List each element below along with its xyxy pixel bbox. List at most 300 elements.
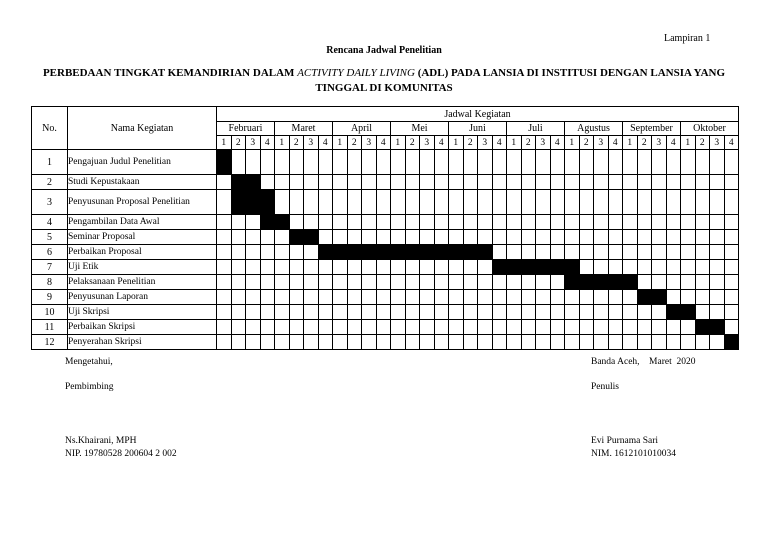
schedule-cell [724, 175, 739, 190]
schedule-cell [623, 305, 638, 320]
table-row [32, 260, 739, 275]
schedule-cell-filled [565, 260, 580, 275]
schedule-cell [231, 215, 246, 230]
schedule-cell [376, 260, 391, 275]
schedule-cell-filled [260, 215, 275, 230]
schedule-cell [608, 305, 623, 320]
schedule-cell [420, 230, 435, 245]
schedule-cell [405, 335, 420, 350]
schedule-cell [318, 150, 333, 175]
schedule-cell [521, 290, 536, 305]
schedule-cell [478, 215, 493, 230]
schedule-cell [449, 320, 464, 335]
schedule-cell [521, 335, 536, 350]
schedule-cell [666, 275, 681, 290]
schedule-cell [637, 305, 652, 320]
schedule-cell [565, 190, 580, 215]
schedule-cell [594, 150, 609, 175]
schedule-cell [347, 275, 362, 290]
schedule-table [31, 106, 739, 350]
schedule-cell [637, 260, 652, 275]
schedule-cell [318, 290, 333, 305]
schedule-cell [565, 245, 580, 260]
schedule-cell [507, 305, 522, 320]
schedule-cell [260, 335, 275, 350]
activity-name: Uji Etik [68, 260, 217, 275]
schedule-cell [623, 230, 638, 245]
week-number: 2 [463, 136, 478, 150]
schedule-cell [318, 260, 333, 275]
schedule-cell-filled [594, 275, 609, 290]
schedule-cell [231, 260, 246, 275]
week-number: 2 [231, 136, 246, 150]
week-number: 4 [550, 136, 565, 150]
schedule-cell [710, 275, 725, 290]
schedule-cell [246, 245, 261, 260]
schedule-cell [710, 215, 725, 230]
schedule-cell [695, 215, 710, 230]
schedule-cell-filled [333, 245, 348, 260]
schedule-cell [405, 215, 420, 230]
schedule-cell-filled [478, 245, 493, 260]
schedule-cell [304, 305, 319, 320]
schedule-cell [695, 290, 710, 305]
schedule-cell [492, 335, 507, 350]
month-header: September [623, 122, 681, 136]
schedule-cell [260, 245, 275, 260]
schedule-cell-filled [550, 260, 565, 275]
schedule-cell-filled [289, 230, 304, 245]
schedule-cell [289, 320, 304, 335]
schedule-cell [217, 335, 232, 350]
schedule-cell [391, 190, 406, 215]
table-row [32, 275, 739, 290]
schedule-cell [550, 305, 565, 320]
schedule-cell [536, 245, 551, 260]
schedule-cell [695, 150, 710, 175]
schedule-cell [681, 190, 696, 215]
schedule-cell [681, 335, 696, 350]
schedule-cell [405, 275, 420, 290]
schedule-cell [405, 190, 420, 215]
schedule-cell [420, 175, 435, 190]
table-row [32, 175, 739, 190]
schedule-cell [434, 215, 449, 230]
schedule-cell [608, 215, 623, 230]
month-header: Juli [507, 122, 565, 136]
week-number: 1 [275, 136, 290, 150]
schedule-cell [594, 215, 609, 230]
schedule-cell [681, 230, 696, 245]
schedule-cell [231, 305, 246, 320]
schedule-cell [231, 275, 246, 290]
schedule-cell [594, 175, 609, 190]
schedule-cell [565, 335, 580, 350]
schedule-cell [275, 150, 290, 175]
schedule-cell [376, 175, 391, 190]
schedule-cell [507, 190, 522, 215]
schedule-cell [637, 215, 652, 230]
schedule-cell [536, 320, 551, 335]
column-header-schedule: Jadwal Kegiatan [217, 107, 739, 122]
week-number: 4 [318, 136, 333, 150]
schedule-cell [695, 230, 710, 245]
schedule-cell [434, 230, 449, 245]
week-number: 3 [536, 136, 551, 150]
schedule-cell [579, 215, 594, 230]
schedule-cell [536, 175, 551, 190]
activity-name: Studi Kepustakaan [68, 175, 217, 190]
schedule-cell [420, 260, 435, 275]
schedule-cell-filled [231, 190, 246, 215]
schedule-cell [463, 260, 478, 275]
week-number: 3 [304, 136, 319, 150]
schedule-cell [434, 290, 449, 305]
week-number: 1 [623, 136, 638, 150]
month-header: April [333, 122, 391, 136]
schedule-cell [449, 335, 464, 350]
author-name: Evi Purnama Sari [591, 436, 659, 446]
schedule-cell [362, 290, 377, 305]
schedule-cell [478, 190, 493, 215]
schedule-cell [449, 215, 464, 230]
schedule-cell [492, 175, 507, 190]
schedule-cell [652, 215, 667, 230]
schedule-cell [492, 230, 507, 245]
schedule-cell-filled [231, 175, 246, 190]
week-number: 4 [724, 136, 739, 150]
schedule-cell [405, 175, 420, 190]
schedule-cell [289, 290, 304, 305]
schedule-cell [376, 215, 391, 230]
schedule-cell [507, 215, 522, 230]
schedule-cell [434, 260, 449, 275]
schedule-cell [666, 215, 681, 230]
schedule-cell [434, 320, 449, 335]
schedule-cell [275, 190, 290, 215]
schedule-cell [449, 305, 464, 320]
schedule-cell [333, 230, 348, 245]
row-number: 11 [32, 320, 68, 335]
activity-name: Penyusunan Proposal Penelitian [68, 190, 217, 215]
schedule-cell [347, 305, 362, 320]
schedule-cell [246, 215, 261, 230]
place-date: Banda Aceh, Maret 2020 [591, 357, 696, 367]
schedule-cell-filled [246, 190, 261, 215]
schedule-cell [550, 190, 565, 215]
schedule-cell [347, 320, 362, 335]
schedule-cell [391, 320, 406, 335]
week-number: 3 [594, 136, 609, 150]
schedule-cell [579, 230, 594, 245]
table-row [32, 190, 739, 215]
supervisor-role: Pembimbing [65, 382, 114, 392]
schedule-cell [608, 175, 623, 190]
schedule-cell [304, 245, 319, 260]
schedule-cell [217, 175, 232, 190]
schedule-cell [260, 230, 275, 245]
schedule-cell [652, 190, 667, 215]
week-number: 1 [391, 136, 406, 150]
schedule-cell [666, 230, 681, 245]
schedule-cell [710, 305, 725, 320]
schedule-cell [463, 215, 478, 230]
schedule-cell [463, 150, 478, 175]
schedule-cell [608, 335, 623, 350]
schedule-cell [449, 190, 464, 215]
schedule-cell [550, 215, 565, 230]
schedule-cell [478, 305, 493, 320]
schedule-cell [536, 150, 551, 175]
schedule-cell [347, 190, 362, 215]
schedule-cell [652, 305, 667, 320]
schedule-cell [260, 290, 275, 305]
schedule-cell [710, 335, 725, 350]
schedule-cell [333, 190, 348, 215]
schedule-cell [217, 275, 232, 290]
schedule-cell [666, 290, 681, 305]
week-number: 1 [333, 136, 348, 150]
schedule-cell [420, 335, 435, 350]
schedule-cell [565, 175, 580, 190]
schedule-cell [449, 150, 464, 175]
schedule-cell [333, 320, 348, 335]
schedule-cell [507, 275, 522, 290]
schedule-cell [521, 175, 536, 190]
schedule-cell [478, 150, 493, 175]
schedule-cell [217, 190, 232, 215]
schedule-cell-filled [724, 335, 739, 350]
schedule-cell [492, 290, 507, 305]
schedule-cell-filled [681, 305, 696, 320]
week-number: 4 [376, 136, 391, 150]
schedule-cell [246, 150, 261, 175]
schedule-cell [275, 290, 290, 305]
week-number: 2 [347, 136, 362, 150]
schedule-cell-filled [362, 245, 377, 260]
activity-name: Perbaikan Proposal [68, 245, 217, 260]
schedule-cell [492, 150, 507, 175]
schedule-cell [550, 320, 565, 335]
schedule-cell [492, 190, 507, 215]
schedule-cell [463, 320, 478, 335]
schedule-cell [376, 305, 391, 320]
schedule-cell [231, 230, 246, 245]
schedule-cell [637, 245, 652, 260]
schedule-cell [405, 150, 420, 175]
schedule-cell [304, 290, 319, 305]
month-header: Agustus [565, 122, 623, 136]
schedule-cell [246, 320, 261, 335]
schedule-cell-filled [449, 245, 464, 260]
schedule-cell [376, 335, 391, 350]
schedule-cell [304, 150, 319, 175]
schedule-cell [231, 290, 246, 305]
schedule-cell [260, 175, 275, 190]
schedule-cell [333, 305, 348, 320]
schedule-cell [289, 275, 304, 290]
row-number: 10 [32, 305, 68, 320]
schedule-cell [420, 215, 435, 230]
schedule-cell [521, 320, 536, 335]
schedule-cell [420, 290, 435, 305]
schedule-cell [434, 275, 449, 290]
week-number: 3 [362, 136, 377, 150]
schedule-cell [681, 320, 696, 335]
schedule-cell [463, 175, 478, 190]
subtitle-part-1: PERBEDAAN TINGKAT KEMANDIRIAN DALAM [42, 67, 298, 79]
schedule-cell [275, 260, 290, 275]
schedule-cell [289, 335, 304, 350]
schedule-cell [637, 275, 652, 290]
schedule-cell-filled [579, 275, 594, 290]
schedule-cell [463, 190, 478, 215]
schedule-cell [565, 305, 580, 320]
schedule-cell-filled [492, 260, 507, 275]
schedule-cell [565, 290, 580, 305]
schedule-cell [275, 175, 290, 190]
schedule-cell [318, 230, 333, 245]
schedule-cell [652, 175, 667, 190]
schedule-cell [724, 190, 739, 215]
schedule-cell-filled [376, 245, 391, 260]
schedule-cell [318, 305, 333, 320]
schedule-cell [478, 260, 493, 275]
schedule-cell [231, 320, 246, 335]
schedule-cell [724, 215, 739, 230]
week-number: 3 [710, 136, 725, 150]
schedule-cell [405, 320, 420, 335]
schedule-cell [362, 320, 377, 335]
schedule-cell [507, 245, 522, 260]
schedule-cell [478, 290, 493, 305]
month-header: Mei [391, 122, 449, 136]
schedule-cell [260, 275, 275, 290]
schedule-cell [579, 245, 594, 260]
row-number: 9 [32, 290, 68, 305]
activity-name: Penyusunan Laporan [68, 290, 217, 305]
research-subtitle [30, 66, 738, 96]
schedule-cell [362, 175, 377, 190]
schedule-cell [594, 335, 609, 350]
schedule-cell [246, 230, 261, 245]
schedule-cell [565, 215, 580, 230]
week-number: 2 [637, 136, 652, 150]
schedule-cell [652, 260, 667, 275]
schedule-cell [507, 230, 522, 245]
schedule-cell [289, 305, 304, 320]
schedule-cell-filled [405, 245, 420, 260]
schedule-cell [608, 150, 623, 175]
schedule-cell [594, 245, 609, 260]
author-nim: NIM. 1612101010034 [591, 449, 676, 459]
schedule-cell [347, 215, 362, 230]
supervisor-name: Ns.Khairani, MPH [65, 436, 137, 446]
schedule-cell [463, 275, 478, 290]
week-number: 4 [492, 136, 507, 150]
week-number: 1 [681, 136, 696, 150]
schedule-cell [391, 260, 406, 275]
schedule-cell [550, 335, 565, 350]
column-header-activity: Nama Kegiatan [68, 107, 217, 150]
schedule-cell-filled [347, 245, 362, 260]
schedule-cell [275, 245, 290, 260]
schedule-cell [347, 335, 362, 350]
schedule-cell [608, 290, 623, 305]
schedule-cell-filled [217, 150, 232, 175]
week-number: 2 [289, 136, 304, 150]
month-header: Oktober [681, 122, 739, 136]
schedule-cell [376, 290, 391, 305]
schedule-cell [217, 245, 232, 260]
month-header: Juni [449, 122, 507, 136]
week-number: 2 [521, 136, 536, 150]
schedule-cell [536, 305, 551, 320]
schedule-cell [666, 245, 681, 260]
schedule-cell [463, 290, 478, 305]
schedule-cell [724, 320, 739, 335]
schedule-cell [637, 190, 652, 215]
schedule-cell [579, 150, 594, 175]
schedule-cell [594, 260, 609, 275]
schedule-cell [681, 275, 696, 290]
schedule-cell-filled [695, 320, 710, 335]
schedule-cell [318, 275, 333, 290]
schedule-cell [652, 320, 667, 335]
table-row [32, 230, 739, 245]
schedule-cell [550, 150, 565, 175]
schedule-cell [362, 215, 377, 230]
schedule-cell [405, 305, 420, 320]
schedule-cell-filled [304, 230, 319, 245]
schedule-cell [420, 305, 435, 320]
schedule-cell [246, 275, 261, 290]
schedule-cell [478, 275, 493, 290]
schedule-cell [695, 245, 710, 260]
row-number: 8 [32, 275, 68, 290]
schedule-cell [521, 305, 536, 320]
schedule-cell [362, 190, 377, 215]
schedule-cell-filled [434, 245, 449, 260]
activity-name: Penyerahan Skripsi [68, 335, 217, 350]
schedule-cell [565, 320, 580, 335]
schedule-cell [536, 275, 551, 290]
activity-name: Uji Skripsi [68, 305, 217, 320]
schedule-cell [260, 150, 275, 175]
schedule-cell [362, 150, 377, 175]
schedule-cell-filled [391, 245, 406, 260]
subtitle-italic-part: ACTIVITY DAILY LIVING [297, 67, 415, 79]
schedule-cell [637, 335, 652, 350]
week-number: 3 [420, 136, 435, 150]
schedule-cell [695, 335, 710, 350]
schedule-cell [246, 335, 261, 350]
schedule-cell [318, 320, 333, 335]
schedule-cell [217, 290, 232, 305]
table-row [32, 290, 739, 305]
activity-name: Pengambilan Data Awal [68, 215, 217, 230]
schedule-cell [652, 245, 667, 260]
schedule-cell [289, 215, 304, 230]
schedule-cell [434, 305, 449, 320]
schedule-cell [594, 190, 609, 215]
schedule-cell [652, 230, 667, 245]
schedule-cell [376, 190, 391, 215]
schedule-cell [695, 175, 710, 190]
schedule-cell [362, 260, 377, 275]
schedule-cell [695, 190, 710, 215]
schedule-cell [217, 305, 232, 320]
